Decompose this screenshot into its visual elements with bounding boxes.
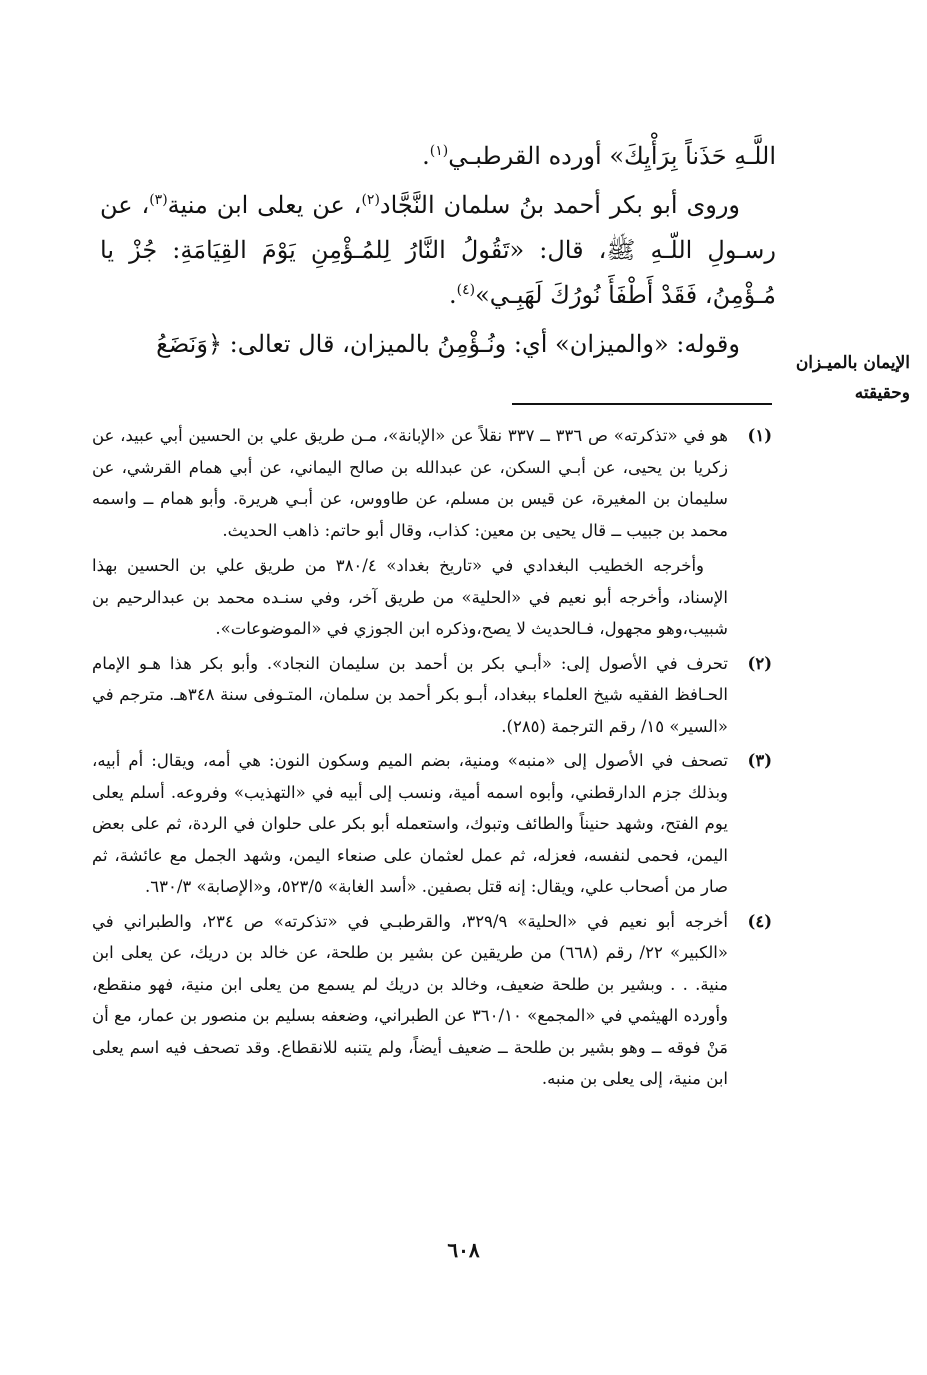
footnote-number: (٤) [747,911,772,931]
footnotes [92,420,772,1098]
footnote-ref-1: (١) [429,143,449,159]
footnote-1 [92,420,772,645]
footnote-4 [92,906,772,1095]
paragraph-2-end: . [449,281,457,309]
footnote-extra: وأخرجه الخطيب البغدادي في «تاريخ بغداد» ٣٨٠/٤ من طريق علي بن الحسين بهذا الإسناد، وأخرجه أبو نعيم في «الحلية» من طريق آخر، وفي سنـده محمد بن عبدالرحيم بن شبيب،وهو مجهول، فـالحديث لا يصح،وذكره ابن الجوزي في «الموضوعات». [92,556,728,638]
footnote-2 [92,648,772,743]
margin-heading-line-1: الإيمان بالميـزان [795,353,910,373]
main-line-1-end: . [422,142,430,170]
paragraph-2-part-c: ، عن رسـولِ اللّـهِ ﷺ، قال: «تَقُولُ النَّارُ لِلمُـؤْمِنِ يَوْمَ القِيَامَةِ: جُزْ يا مُـؤْمِنُ، فَقَدْ أَطْفَأَ نُورُكَ لَهَبِـي» [100,191,776,309]
footnote-number: (٣) [747,751,772,770]
main-text [100,134,776,367]
paragraph-2-part-b: ، عن يعلى ابن منية [167,191,362,219]
margin-heading-line-2: وحقيقته [854,383,910,403]
footnote-text: هو في «تذكرته» ص ٣٣٦ ــ ٣٣٧ نقلاً عن «الإبانة»، مـن طريق علي بن الحسين أبي عبيد، عن زكريا بن يحيى، عن أبـي السكن، عن عبدالله بن صالح اليماني، عن أبي همام القرشي، عن سليمان بن المغيرة، عن قيس بن مسلم، عن طاووس، عن أبـي هريرة. وأبو همام ــ واسمه محمد بن جبيب ــ قال يحيى بن معين: كذاب، وقال أبو حاتم: ذاهب الحديث. [92,426,728,540]
main-paragraph-3: وقوله: «والميزان» أي: ونُـؤْمِنُ بالميزان، قال تعالى: ﴿وَنَضَعُ [156,330,740,358]
main-paragraph-2 [100,183,776,318]
paragraph-2-part-a: وروى أبو بكر أحمد بنُ سلمان النَّجَّاد [379,191,740,219]
footnote-number: (٢) [747,653,772,673]
footnote-text: تصحف في الأصول إلى «منبه» ومنية، بضم الميم وسكون النون: هي أمه، ويقال: أم أبيه، وبذلك جزم الدارقطني، وأبوه اسمه أمية، ونسب إلى أبيه في «التهذيب» وفروعه. أسلم يعلى يوم الفتح، وشهد حنيناً والطائف وتبوك، واستعمله أبو بكر على حلوان في الردة، ثم على بعض اليمن، فحمى لنفسه، فعزله، ثم عمل لعثمان على صنعاء اليمن، وشهد الجمل مع عائشة، ثم صار من أصحاب علي، ويقال: إنه قتل بصفين. «أسد الغابة» ٥٢٣/٥، و«الإصابة» ٦٣٠/٣. [92,751,728,896]
main-line-1-text: اللَّـهِ حَذَناً بِرَأْيِكَ» أورده القرطبـي [448,142,776,170]
footnote-ref-3: (٣) [149,192,168,208]
footnote-ref-2: (٢) [361,192,380,208]
footnote-text: أخرجه أبو نعيم في «الحلية» ٣٢٩/٩، والقرطبـي في «تذكرته» ص ٢٣٤، والطبراني في «الكبير» ٢٢/ رقم (٦٦٨) من طريقين عن بشير بن طلحة، عن خالد بن دريك، عن يعلى ابن منية. . . وبشير بن طلحة ضعيف، وخالد بن دريك لم يسمع من يعلى ابن منية، فهو منقطع، وأورده الهيثمي في «المجمع» ٣٦٠/١٠ عن الطبراني، وضعفه بسليم بن منصور بن عمار، مع أن مَنْ فوقه ــ وهو بشير بن طلحة ــ ضعيف أيضاً، ولم يتنبه للانقطاع. وقد تصحف فيه اسم يعلى ابن منية، إلى يعلى بن منبه. [92,911,728,1088]
footnote-ref-4: (٤) [456,282,476,298]
footnote-3 [92,745,772,903]
page-number: ٦٠٨ [447,1238,480,1262]
main-line-1 [100,134,776,179]
footnote-separator [512,403,772,405]
footnote-text: تحرف في الأصول إلى: «أبـي بكر بن أحمد بن سليمان النجاد». وأبو بكر هذا هـو الإمام الحـافظ الفقيه شيخ العلماء ببغداد، أبـو بكر أحمد بن سلمان، المتـوفى سنة ٣٤٨هـ. مترجم في «السير» ١٥/ رقم الترجمة (٢٨٥). [92,653,729,736]
footnote-number: (١) [747,426,772,445]
margin-heading [790,348,910,408]
